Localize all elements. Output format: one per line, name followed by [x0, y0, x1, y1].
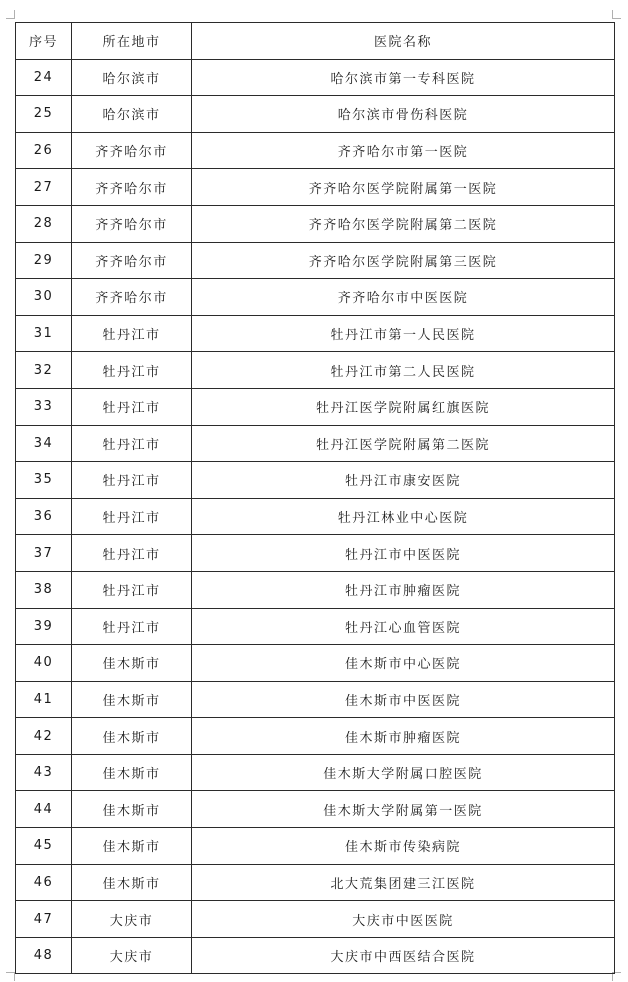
row-number: 48 [16, 937, 72, 974]
row-hospital-name: 齐齐哈尔医学院附属第二医院 [192, 205, 615, 242]
row-number: 28 [16, 205, 72, 242]
hospital-table [15, 22, 615, 974]
header-city: 所在地市 [72, 23, 192, 60]
row-number: 46 [16, 864, 72, 901]
row-city: 大庆市 [72, 901, 192, 938]
row-hospital-name: 佳木斯市传染病院 [192, 828, 615, 865]
row-hospital-name: 大庆市中西医结合医院 [192, 937, 615, 974]
row-city: 佳木斯市 [72, 681, 192, 718]
header-row [16, 23, 615, 60]
row-city: 佳木斯市 [72, 791, 192, 828]
table-row [16, 425, 615, 462]
row-hospital-name: 佳木斯市中医医院 [192, 681, 615, 718]
table-row [16, 388, 615, 425]
row-hospital-name: 佳木斯市肿瘤医院 [192, 718, 615, 755]
row-number: 35 [16, 462, 72, 499]
row-number: 33 [16, 388, 72, 425]
row-city: 大庆市 [72, 937, 192, 974]
row-city: 佳木斯市 [72, 718, 192, 755]
row-number: 27 [16, 169, 72, 206]
row-hospital-name: 牡丹江林业中心医院 [192, 498, 615, 535]
row-hospital-name: 齐齐哈尔医学院附属第一医院 [192, 169, 615, 206]
row-number: 36 [16, 498, 72, 535]
row-hospital-name: 大庆市中医医院 [192, 901, 615, 938]
row-number: 29 [16, 242, 72, 279]
table-row [16, 315, 615, 352]
row-hospital-name: 牡丹江市肿瘤医院 [192, 571, 615, 608]
header-no: 序号 [16, 23, 72, 60]
row-hospital-name: 齐齐哈尔医学院附属第三医院 [192, 242, 615, 279]
table-row [16, 791, 615, 828]
row-number: 44 [16, 791, 72, 828]
row-hospital-name: 牡丹江市第二人民医院 [192, 352, 615, 389]
row-hospital-name: 牡丹江市康安医院 [192, 462, 615, 499]
corner-mark-top-right [612, 10, 621, 19]
row-hospital-name: 哈尔滨市第一专科医院 [192, 59, 615, 96]
table-row [16, 937, 615, 974]
table-row [16, 718, 615, 755]
row-city: 牡丹江市 [72, 571, 192, 608]
row-hospital-name: 佳木斯大学附属第一医院 [192, 791, 615, 828]
table-row [16, 132, 615, 169]
row-city: 齐齐哈尔市 [72, 279, 192, 316]
row-hospital-name: 牡丹江医学院附属第二医院 [192, 425, 615, 462]
row-city: 齐齐哈尔市 [72, 205, 192, 242]
row-number: 43 [16, 754, 72, 791]
row-city: 佳木斯市 [72, 645, 192, 682]
row-number: 42 [16, 718, 72, 755]
row-hospital-name: 牡丹江市中医医院 [192, 535, 615, 572]
table-row [16, 462, 615, 499]
table-row [16, 681, 615, 718]
table-row [16, 205, 615, 242]
row-hospital-name: 齐齐哈尔市第一医院 [192, 132, 615, 169]
row-hospital-name: 齐齐哈尔市中医医院 [192, 279, 615, 316]
table-row [16, 242, 615, 279]
row-number: 39 [16, 608, 72, 645]
row-city: 牡丹江市 [72, 535, 192, 572]
table-row [16, 645, 615, 682]
table-row [16, 864, 615, 901]
row-number: 34 [16, 425, 72, 462]
row-hospital-name: 哈尔滨市骨伤科医院 [192, 96, 615, 133]
row-hospital-name: 牡丹江心血管医院 [192, 608, 615, 645]
row-number: 30 [16, 279, 72, 316]
row-number: 40 [16, 645, 72, 682]
row-city: 哈尔滨市 [72, 59, 192, 96]
table-row [16, 498, 615, 535]
header-name: 医院名称 [192, 23, 615, 60]
table-row [16, 901, 615, 938]
row-city: 齐齐哈尔市 [72, 242, 192, 279]
table-row [16, 608, 615, 645]
row-number: 37 [16, 535, 72, 572]
row-city: 齐齐哈尔市 [72, 132, 192, 169]
table-body [16, 59, 615, 974]
table-row [16, 96, 615, 133]
row-city: 牡丹江市 [72, 315, 192, 352]
row-number: 47 [16, 901, 72, 938]
row-hospital-name: 牡丹江医学院附属红旗医院 [192, 388, 615, 425]
row-number: 25 [16, 96, 72, 133]
row-city: 哈尔滨市 [72, 96, 192, 133]
corner-mark-top-left [6, 10, 15, 19]
row-hospital-name: 牡丹江市第一人民医院 [192, 315, 615, 352]
row-hospital-name: 佳木斯大学附属口腔医院 [192, 754, 615, 791]
table-row [16, 59, 615, 96]
row-number: 31 [16, 315, 72, 352]
table-row [16, 754, 615, 791]
row-number: 26 [16, 132, 72, 169]
row-number: 32 [16, 352, 72, 389]
row-hospital-name: 北大荒集团建三江医院 [192, 864, 615, 901]
row-number: 41 [16, 681, 72, 718]
row-city: 佳木斯市 [72, 828, 192, 865]
row-city: 牡丹江市 [72, 608, 192, 645]
row-city: 牡丹江市 [72, 352, 192, 389]
table-row [16, 571, 615, 608]
table-header [16, 23, 615, 60]
row-city: 佳木斯市 [72, 864, 192, 901]
row-city: 齐齐哈尔市 [72, 169, 192, 206]
row-hospital-name: 佳木斯市中心医院 [192, 645, 615, 682]
corner-mark-bottom-left [6, 972, 15, 981]
row-city: 佳木斯市 [72, 754, 192, 791]
row-city: 牡丹江市 [72, 425, 192, 462]
row-city: 牡丹江市 [72, 462, 192, 499]
table-row [16, 279, 615, 316]
row-number: 38 [16, 571, 72, 608]
row-city: 牡丹江市 [72, 498, 192, 535]
table-row [16, 828, 615, 865]
table-row [16, 535, 615, 572]
row-number: 24 [16, 59, 72, 96]
table-row [16, 352, 615, 389]
row-city: 牡丹江市 [72, 388, 192, 425]
table-row [16, 169, 615, 206]
row-number: 45 [16, 828, 72, 865]
